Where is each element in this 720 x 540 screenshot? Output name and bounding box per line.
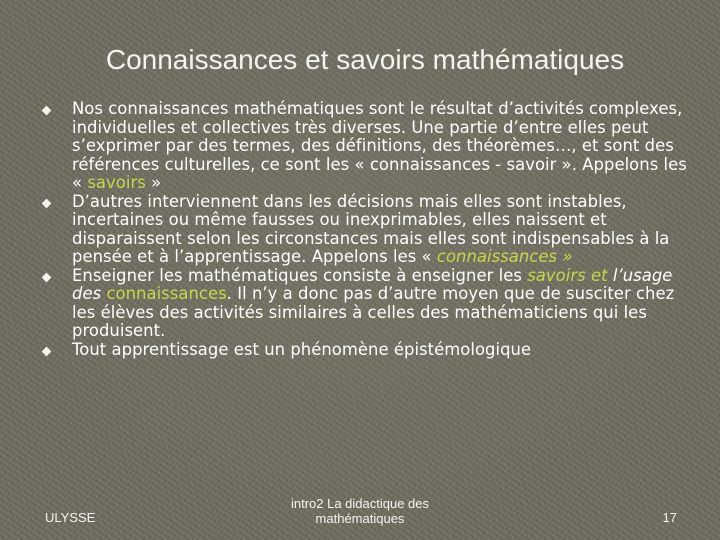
page-number: 17 <box>662 510 677 525</box>
bullet-item-enseigner <box>40 267 700 341</box>
bullet-text-end: . Il n’y a donc pas d’autre moyen que de susciter chez les élèves des activités similaires à celles des mathématiciens qui les produisent. <box>72 284 675 340</box>
highlight-savoirs: savoirs <box>87 173 146 192</box>
bullet-text: Enseigner les mathématiques consiste à enseigner les <box>72 265 528 285</box>
diamond-bullet-icon <box>42 272 52 282</box>
diamond-bullet-icon <box>42 346 52 356</box>
bullet-text: D’autres interviennent dans les décisions mais elles sont instables, incertaines ou même fausses ou inexprimables, elles naissent et disparaissent selon les circonstances mais elles sont indispensables à la pensée et à l’apprentissage. Appelons les « <box>72 191 670 266</box>
bullet-text: Nos connaissances mathématiques sont le résultat d’activités complexes, individuelles et collectives très diverses. Une partie d’entre elles peut s’exprimer par des termes, des définitions, des théorèmes…, et sont des références culturelles, ce sont les « connaissances - savoir ». Appelons les « <box>72 99 687 192</box>
highlight-savoirs-et: savoirs et <box>527 265 608 285</box>
highlight-connaissances: connaissances <box>106 284 227 303</box>
bullet-item-savoirs <box>40 100 700 193</box>
highlight-connaissances: connaissances » <box>436 247 573 266</box>
diamond-bullet-icon <box>42 198 52 208</box>
bullet-text: Tout apprentissage est un phénomène épistémologique <box>72 339 532 359</box>
bullet-text-usage: l’usage des <box>72 265 673 303</box>
footer-author: ULYSSE <box>45 510 96 525</box>
bullet-item-apprentissage <box>40 341 700 360</box>
bullet-text-end: » <box>145 173 162 192</box>
bullet-list <box>40 100 700 359</box>
bullet-item-connaissances <box>40 193 700 267</box>
footer-course-title: intro2 La didactique des mathématiques <box>290 496 430 526</box>
diamond-bullet-icon <box>42 106 52 116</box>
slide-title: Connaissances et savoirs mathématiques <box>105 44 625 75</box>
